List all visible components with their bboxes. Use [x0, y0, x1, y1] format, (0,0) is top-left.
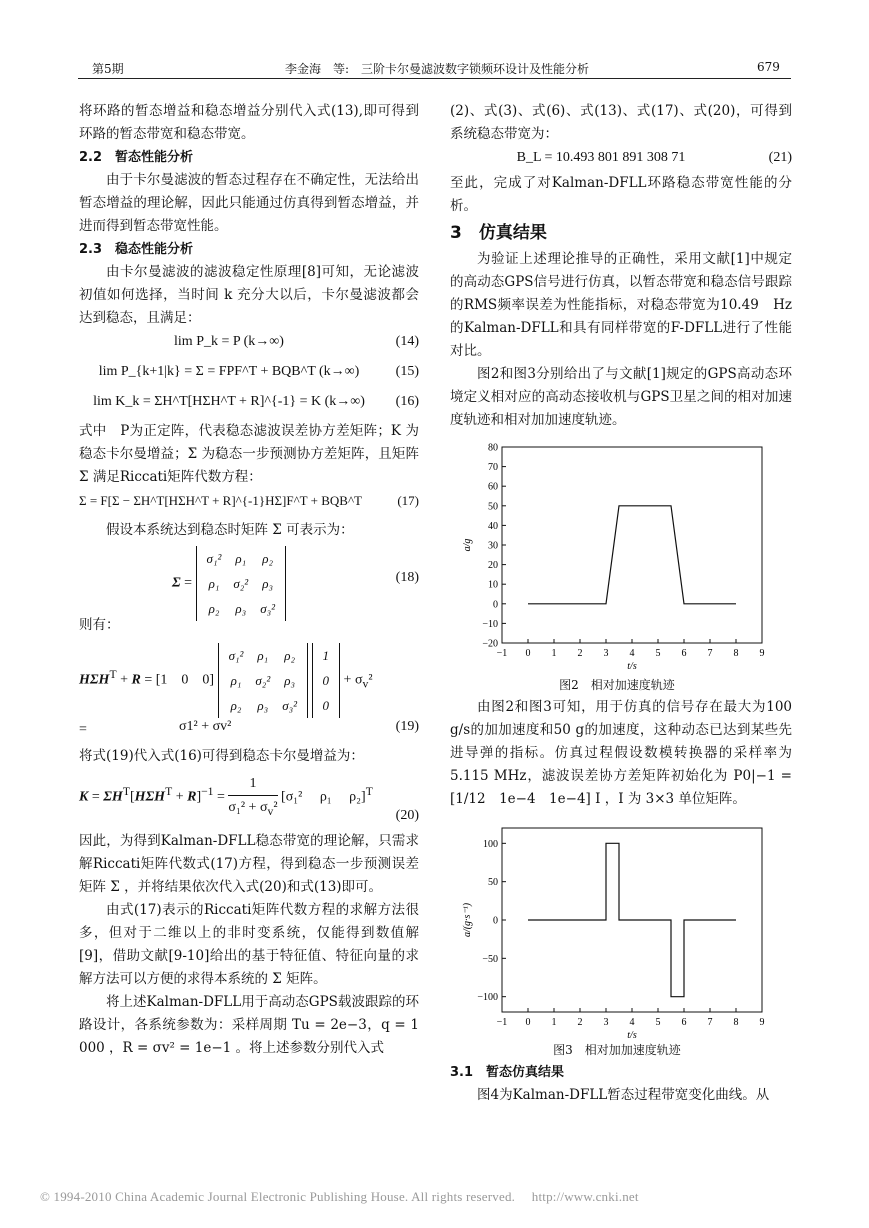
x-tick-label: 6	[681, 1017, 687, 1028]
equation-number: (20)	[395, 808, 419, 823]
matrix: σ₁² ρ₁ ρ₂ ρ₁ σ₂² ρ₃ ρ₂ ρ₃ σ₃²	[196, 546, 286, 621]
equation-body: lim P_k = P (k→∞)	[174, 334, 284, 349]
y-tick-label: 10	[488, 579, 498, 591]
paragraph: 假设本系统达到稳态时矩阵 Σ 可表示为：	[106, 522, 354, 538]
paragraph: 式中 P为正定阵，代表稳态滤波误差协方差矩阵；K 为稳态卡尔曼增益；Σ 为稳态一步预测协方差矩阵，且矩阵 Σ 满足Riccati矩阵代数方程：	[79, 423, 419, 485]
paragraph: 则有：	[79, 617, 120, 633]
left-column	[79, 100, 419, 1060]
equation-number: (14)	[395, 334, 419, 349]
paragraph: 由于卡尔曼滤波的暂态过程存在不确定性，无法给出暂态增益的理论解，因此只能通过仿真得到暂态增益，并进而得到暂态带宽性能。	[79, 172, 419, 234]
x-tick-label: 5	[655, 1017, 661, 1028]
x-tick-label: 8	[733, 1017, 739, 1028]
equation-15	[79, 360, 419, 390]
paragraph: 至此，完成了对Kalman-DFLL环路稳态带宽性能的分析。	[450, 175, 792, 214]
equation-number: (16)	[395, 394, 419, 409]
right-column	[450, 100, 792, 432]
y-tick-label: 50	[488, 501, 498, 513]
x-tick-label: 9	[759, 648, 765, 659]
figure-3-jerk-chart	[462, 818, 772, 1040]
y-tick-label: 40	[488, 520, 498, 532]
x-tick-label: 1	[551, 1017, 557, 1028]
y-tick-label: 20	[488, 560, 498, 572]
x-tick-label: 4	[629, 648, 635, 659]
equation-body: $K = \Sigma H^T[H\Sigma H^T + R]^{-1}$ = $\frac{1}{\sigma_1^2 + \sigma_v^2}$ [σ₁² ρ₁ ρ₂]$^T$	[79, 772, 379, 823]
x-tick-label: −1	[496, 1017, 508, 1028]
paragraph: 为验证上述理论推导的正确性，采用文献[1]中规定的高动态GPS信号进行仿真，以暂态带宽和稳态信号跟踪的RMS频率误差为性能指标，对稳态带宽为10.49 Hz的Kalman-DFLL和具有同样带宽的F-DFLL进行了性能对比。	[450, 251, 792, 359]
y-axis-label: a/g	[462, 538, 473, 552]
x-tick-label: 2	[577, 648, 583, 659]
paragraph: 将上述Kalman-DFLL用于高动态GPS载波跟踪的环路设计，各系统参数为：采样周期 Tu = 2e−3，q = 1 000 ，R = σv² = 1e−1 。将上述参数分别代入式	[79, 994, 419, 1056]
section-heading-3: 3 仿真结果	[450, 223, 547, 243]
y-tick-label: −100	[477, 992, 498, 1004]
y-tick-label: −10	[482, 618, 498, 630]
x-tick-label: 7	[707, 1017, 713, 1028]
section-heading-3-1: 3.1 暂态仿真结果	[450, 1065, 565, 1080]
equation-number: (17)	[397, 493, 419, 508]
plot-frame	[502, 447, 762, 643]
y-tick-label: 80	[488, 442, 498, 454]
x-tick-label: 0	[525, 1017, 531, 1028]
equation-body: lim K_k = ΣH^T[HΣH^T + R]^{-1} = K (k→∞)	[93, 394, 365, 409]
x-tick-label: 7	[707, 648, 713, 659]
paragraph: 由卡尔曼滤波的滤波稳定性原理[8]可知，无论滤波初值如何选择，当时间 k 充分大以后，卡尔曼滤波都会达到稳态，且满足：	[79, 264, 419, 326]
y-axis-label: a/(g·s⁻¹)	[462, 902, 473, 938]
y-tick-label: 0	[493, 915, 498, 927]
equation-body: B_L = 10.493 801 891 308 71	[516, 150, 686, 165]
matrix-product: $H\Sigma H^T + R = [1$ 0 0] σ₁² ρ₁ ρ₂ ρ₁ σ₂² ρ₃ ρ₂ ρ₃ σ₃² 1 0 0 + $\sigma_v^2$ =	[79, 643, 379, 741]
y-tick-label: 0	[493, 599, 498, 611]
equation-number: (18)	[395, 570, 419, 585]
equation-21	[450, 146, 792, 172]
copyright-footer: © 1994-2010 China Academic Journal Electronic Publishing House. All rights reserved. http://www.cnki.net	[40, 1189, 639, 1204]
equation-number: (21)	[768, 150, 792, 165]
x-tick-label: 3	[603, 1017, 609, 1028]
right-column-bottom	[450, 1061, 792, 1107]
matrix: σ₁² ρ₁ ρ₂ ρ₁ σ₂² ρ₃ ρ₂ ρ₃ σ₃²	[218, 643, 308, 718]
x-tick-label: 0	[525, 648, 531, 659]
equation-17	[79, 489, 419, 519]
series-line	[528, 506, 736, 604]
y-tick-label: 70	[488, 462, 498, 474]
paragraph: 将环路的暂态增益和稳态增益分别代入式(13),即可得到环路的暂态带宽和稳态带宽。	[79, 103, 419, 142]
y-tick-label: 60	[488, 481, 498, 493]
y-tick-label: −20	[482, 638, 498, 650]
x-tick-label: −1	[496, 648, 508, 659]
x-tick-label: 3	[603, 648, 609, 659]
y-tick-label: 30	[488, 540, 498, 552]
x-tick-label: 4	[629, 1017, 635, 1028]
paragraph: (2)、式(3)、式(6)、式(13)、式(17)、式(20)，可得到系统稳态带宽为：	[450, 103, 792, 142]
equation-number: (19)	[395, 719, 419, 734]
vector: 1 0 0	[312, 643, 341, 718]
y-tick-label: −50	[482, 953, 498, 965]
paragraph: 图2和图3分别给出了与文献[1]规定的GPS高动态环境定义相对应的高动态接收机与GPS卫星之间的相对加速度轨迹和相对加加速度轨迹。	[450, 366, 792, 428]
equation-16	[79, 390, 419, 420]
x-tick-label: 2	[577, 1017, 583, 1028]
equation-20	[79, 768, 419, 824]
header-rule	[78, 78, 791, 79]
equation-14	[79, 330, 419, 360]
equation-number: (15)	[395, 364, 419, 379]
matrix-sigma: Σ = σ₁² ρ₁ ρ₂ ρ₁ σ₂² ρ₃ ρ₂ ρ₃ σ₃²	[79, 546, 379, 621]
section-heading-2-3: 2.3 稳态性能分析	[79, 242, 194, 257]
paragraph: 由式(17)表示的Riccati矩阵代数方程的求解方法很多，但对于二维以上的非时变系统，仅能得到数值解[9]，借助文献[9-10]给出的基于特征值、特征向量的求解方法可以方便的求得本系统的 Σ 矩阵。	[79, 902, 419, 987]
series-line	[528, 843, 736, 996]
paragraph: 将式(19)代入式(16)可得到稳态卡尔曼增益为：	[79, 748, 364, 764]
y-tick-label: 50	[488, 877, 498, 889]
x-tick-label: 1	[551, 648, 557, 659]
figure-2-acceleration-chart	[462, 440, 772, 672]
equation-body: lim P_{k+1|k} = Σ = FPF^T + BQB^T (k→∞)	[98, 364, 360, 379]
x-tick-label: 8	[733, 648, 739, 659]
running-header-issue: 第5期	[92, 62, 124, 76]
section-heading-2-2: 2.2 暂态性能分析	[79, 150, 194, 165]
equation-18	[79, 542, 419, 614]
x-axis-label: t/s	[627, 661, 637, 672]
paragraph: 由图2和图3可知，用于仿真的信号存在最大为100 g/s的加加速度和50 g的加速度，这种动态已达到某些先进导弹的指标。仿真过程假设数模转换器的采样率为5.115 MHz，滤波误差协方差矩阵初始化为 P0|−1 = [1/12 1e−4 1e−4] I ，I 为 3×3 单位矩阵。	[450, 699, 792, 807]
right-column-middle	[450, 696, 792, 811]
paragraph: 因此，为得到Kalman-DFLL稳态带宽的理论解，只需求解Riccati矩阵代数式(17)方程，得到稳态一步预测误差矩阵 Σ ，并将结果依次代入式(20)和式(13)即可。	[79, 833, 419, 895]
equation-19-result	[79, 715, 419, 745]
figure-3-caption: 图3 相对加加速度轨迹	[553, 1043, 681, 1057]
equation-body: σ1² + σv²	[179, 719, 232, 734]
running-header-title: 李金海 等: 三阶卡尔曼滤波数字锁频环设计及性能分析	[285, 62, 590, 76]
x-tick-label: 6	[681, 648, 687, 659]
x-tick-label: 9	[759, 1017, 765, 1028]
paragraph: 图4为Kalman-DFLL暂态过程带宽变化曲线。从	[477, 1087, 770, 1103]
x-tick-label: 5	[655, 648, 661, 659]
y-tick-label: 100	[483, 838, 498, 850]
equation-body: Σ = F[Σ − ΣH^T[HΣH^T + R]^{-1}HΣ]F^T + BQB^T	[79, 493, 362, 508]
figure-2-caption: 图2 相对加速度轨迹	[559, 678, 675, 692]
page-number: 679	[757, 60, 780, 74]
x-axis-label: t/s	[627, 1030, 637, 1040]
